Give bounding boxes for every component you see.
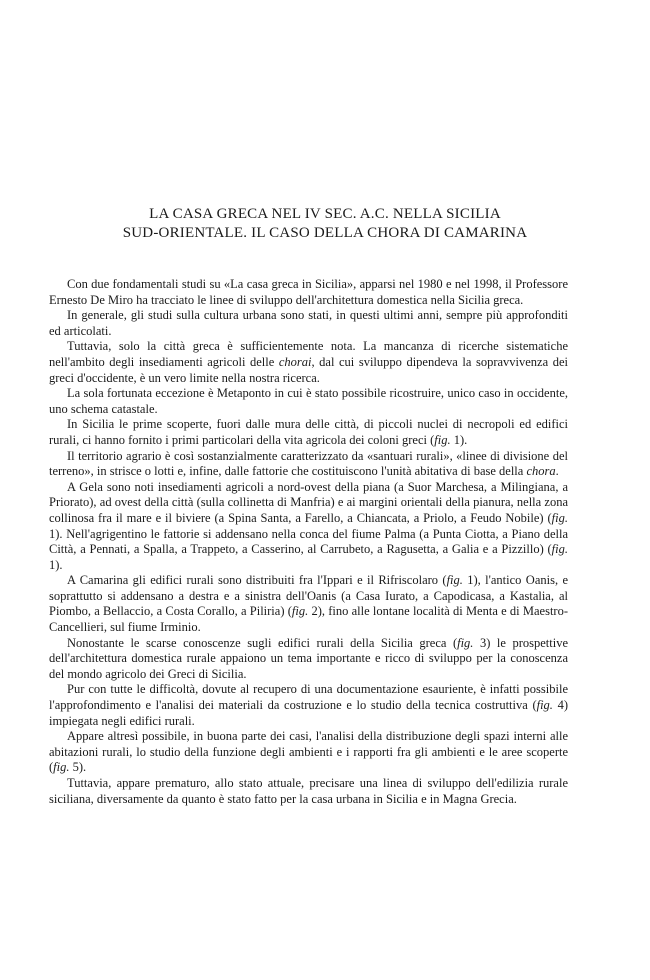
paragraph-text: Appare altresì possibile, in buona parte dei casi, l'analisi della distribuzione degli spazi interni alle abitazioni rurali, lo studio della funzione degli ambienti e i rapporti fra gli ambienti e le aree scoperte (: [49, 729, 568, 775]
paragraph-text: Nonostante le scarse conoscenze sugli edifici rurali della Sicilia greca (: [67, 635, 458, 650]
italic-term: fig.: [457, 635, 474, 650]
paragraph-text: Tuttavia, solo la città greca è sufficientemente nota. La mancanza di ricerche sistematiche nell'ambito degli insediamenti agricoli delle: [49, 339, 568, 369]
paragraph: [49, 729, 568, 776]
italic-term: chorai: [278, 354, 312, 369]
paragraph-text: In generale, gli studi sulla cultura urbana sono stati, in questi ultimi anni, sempre più approfonditi ed articolati.: [49, 308, 568, 338]
paragraph: [49, 636, 568, 683]
paragraph-text: 5).: [69, 760, 87, 775]
paragraph: [49, 449, 568, 480]
paragraph-text: A Camarina gli edifici rurali sono distribuiti fra l'Ippari e il Rifriscolaro (: [67, 573, 447, 588]
article-body: [49, 277, 568, 807]
paragraph: [49, 339, 568, 386]
paragraph-text: Tuttavia, appare prematuro, allo stato attuale, precisare una linea di sviluppo dell'edilizia rurale siciliana, diversamente da quanto è stato fatto per la casa urbana in Sicilia e in Magna Grecia.: [49, 776, 568, 806]
paragraph: [49, 480, 568, 574]
paragraph-text: 1).: [450, 432, 468, 447]
article-title: [60, 205, 590, 243]
italic-term: fig.: [551, 510, 568, 525]
paragraph-text: Il territorio agrario è così sostanzialmente caratterizzato da «santuari rurali», «linee di divisione del terreno», in strisce o lotti e, infine, dalle fattorie che costituiscono l'unità abitativa di base della: [49, 448, 568, 479]
paragraph-text: Con due fondamentali studi su «La casa greca in Sicilia», apparsi nel 1980 e nel 1998, il Professore Ernesto De Miro ha tracciato le linee di sviluppo dell'architettura domestica nella Sicilia greca.: [49, 277, 568, 307]
paragraph-text: 1), l'antico Oanis, e soprattutto si addensano a destra e a sinistra dell'Oanis (a Casa Iurato, a Capodicasa, a Kastalia, al Piombo, a Bellaccio, a Costa Corallo, a Piliria) (: [49, 573, 568, 619]
paragraph-text: 2), fino alle lontane località di Menta e di Maestro-Cancellieri, sul fiume Irminio.: [49, 604, 568, 635]
paragraph-text: In Sicilia le prime scoperte, fuori dalle mura delle città, di piccoli nuclei di necropoli ed edifici rurali, ci hanno fornito i primi particolari della vita agricola dei coloni greci (: [49, 417, 568, 447]
paragraph-text: 4) impiegata negli edifici rurali.: [49, 698, 568, 728]
paragraph: [49, 682, 568, 729]
title-line-1: LA CASA GRECA NEL IV SEC. A.C. NELLA SICILIA: [149, 206, 501, 222]
paragraph: [49, 776, 568, 807]
paragraph-text: Pur con tutte le difficoltà, dovute al recupero di una documentazione esauriente, è infatti possibile l'approfondimento e l'analisi dei materiali da costruzione e lo studio della tecnica costruttiva (: [49, 682, 568, 713]
paragraph-text: 1).: [49, 557, 63, 572]
italic-term: fig.: [446, 573, 463, 588]
italic-term: fig.: [536, 698, 553, 713]
italic-term: fig.: [551, 542, 568, 557]
paragraph-text: 1). Nell'agrigentino le fattorie si addensano nella conca del fiume Palma (a Punta Ciotta, a Piano della Città, a Pennati, a Spalla, a Trappeto, a Casserino, al Carrubeto, a Ragusetta, a Galia e a Pizzillo) (: [49, 526, 568, 557]
paragraph-text: La sola fortunata eccezione è Metaponto in cui è stato possibile ricostruire, unico caso in occidente, uno schema catastale.: [49, 386, 568, 416]
paragraph-text: .: [555, 464, 559, 479]
paragraph: [49, 308, 568, 339]
paragraph: [49, 386, 568, 417]
paragraph-text: 3) le prospettive dell'architettura domestica rurale appaiono un tema importante e ricco di sviluppo per la conoscenza del mondo agricolo dei Greci di Sicilia.: [49, 635, 568, 681]
italic-term: fig.: [434, 432, 451, 447]
paragraph: [49, 417, 568, 448]
paragraph-text: , dal cui sviluppo dipendeva la sopravvivenza dei greci d'occidente, è un vero limite nella nostra ricerca.: [49, 354, 568, 385]
italic-term: fig.: [291, 604, 309, 619]
italic-term: fig.: [53, 760, 70, 775]
paragraph: [49, 573, 568, 635]
title-line-2: SUD-ORIENTALE. IL CASO DELLA CHORA DI CAMARINA: [122, 225, 528, 241]
italic-term: chora: [526, 464, 556, 479]
paragraph-text: A Gela sono noti insediamenti agricoli a nord-ovest della piana (a Suor Marchesa, a Milingiana, a Priorato), ad ovest della città (sulla collinetta di Manfria) e ai margini orientali della pianura, nella zona collinosa fra il mare e il biviere (a Spina Santa, a Farello, a Chiancata, a Priolo, a Feudo Nobile) (: [49, 479, 568, 525]
paragraph: [49, 277, 568, 308]
